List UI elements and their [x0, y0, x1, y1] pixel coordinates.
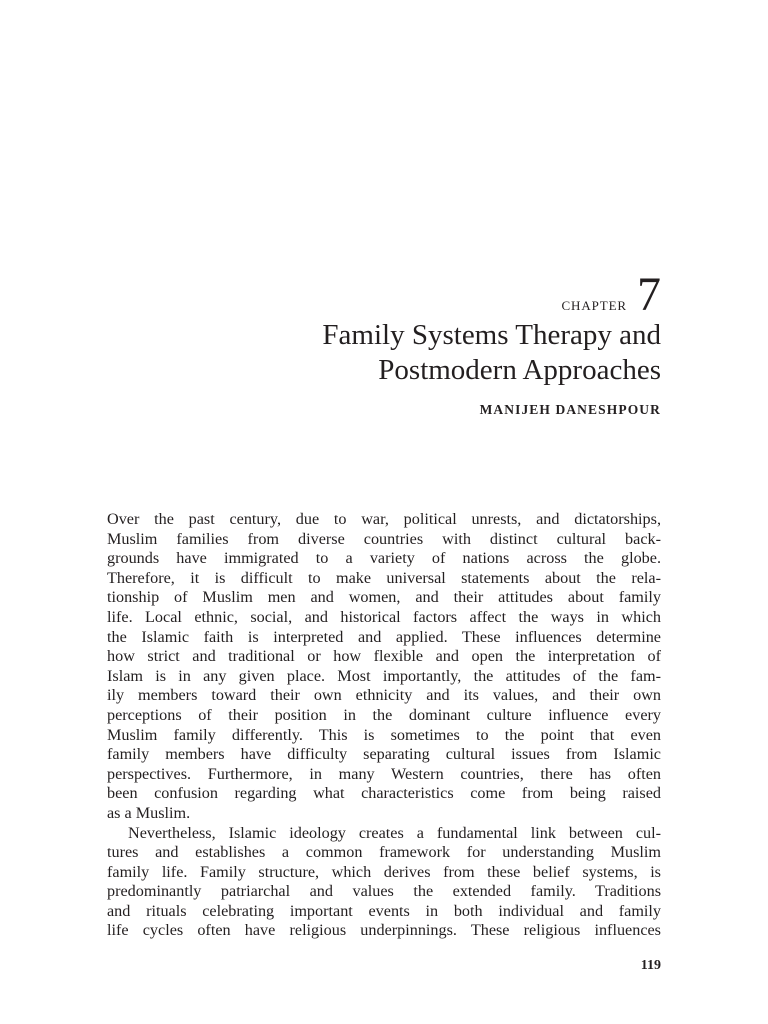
text-line: life cycles often have religious underpinnings. These religious influences — [107, 921, 661, 940]
chapter-heading — [141, 268, 661, 418]
text-line: tures and establishes a common framework for understanding Muslim — [107, 843, 661, 862]
text-line: grounds have immigrated to a variety of nations across the globe. — [107, 549, 661, 568]
text-line: perspectives. Furthermore, in many Western countries, there has often — [107, 764, 661, 783]
text-line: Therefore, it is difficult to make universal statements about the rela- — [107, 568, 661, 587]
chapter-number: 7 — [637, 268, 661, 321]
paragraph-1 — [107, 510, 661, 824]
text-line: Muslim families from diverse countries with distinct cultural back- — [107, 529, 661, 548]
chapter-title — [141, 318, 661, 388]
text-line: life. Local ethnic, social, and historical factors affect the ways in which — [107, 607, 661, 626]
body-text — [107, 510, 661, 941]
text-line: perceptions of their position in the dominant culture influence every — [107, 705, 661, 724]
text-line: as a Muslim. — [107, 803, 191, 822]
text-line: the Islamic faith is interpreted and applied. These influences determine — [107, 627, 661, 646]
text-line: how strict and traditional or how flexible and open the interpretation of — [107, 647, 661, 666]
text-line: tionship of Muslim men and women, and their attitudes about family — [107, 588, 661, 607]
text-line: family life. Family structure, which derives from these belief systems, is — [107, 862, 661, 881]
text-line: been confusion regarding what characteristics come from being raised — [107, 784, 661, 803]
chapter-title-line: Family Systems Therapy and — [322, 319, 661, 351]
text-line: Over the past century, due to war, political unrests, and dictatorships, — [107, 510, 661, 528]
text-line: Muslim family differently. This is sometimes to the point that even — [107, 725, 661, 744]
text-line: Islam is in any given place. Most importantly, the attitudes of the fam- — [107, 666, 661, 685]
text-line: Nevertheless, Islamic ideology creates a fundamental link between cul- — [128, 823, 661, 842]
paragraph-2 — [107, 824, 661, 942]
chapter-title-line: Postmodern Approaches — [378, 354, 661, 386]
text-line: ily members toward their own ethnicity and its values, and their own — [107, 686, 661, 705]
chapter-author: MANIJEH DANESHPOUR — [479, 402, 661, 417]
chapter-label: CHAPTER — [561, 298, 627, 313]
text-line: and rituals celebrating important events in both individual and family — [107, 901, 661, 920]
page-number: 119 — [640, 958, 661, 973]
text-line: family members have difficulty separating cultural issues from Islamic — [107, 745, 661, 764]
chapter-label-line — [141, 268, 661, 321]
text-line: predominantly patriarchal and values the extended family. Traditions — [107, 882, 661, 901]
